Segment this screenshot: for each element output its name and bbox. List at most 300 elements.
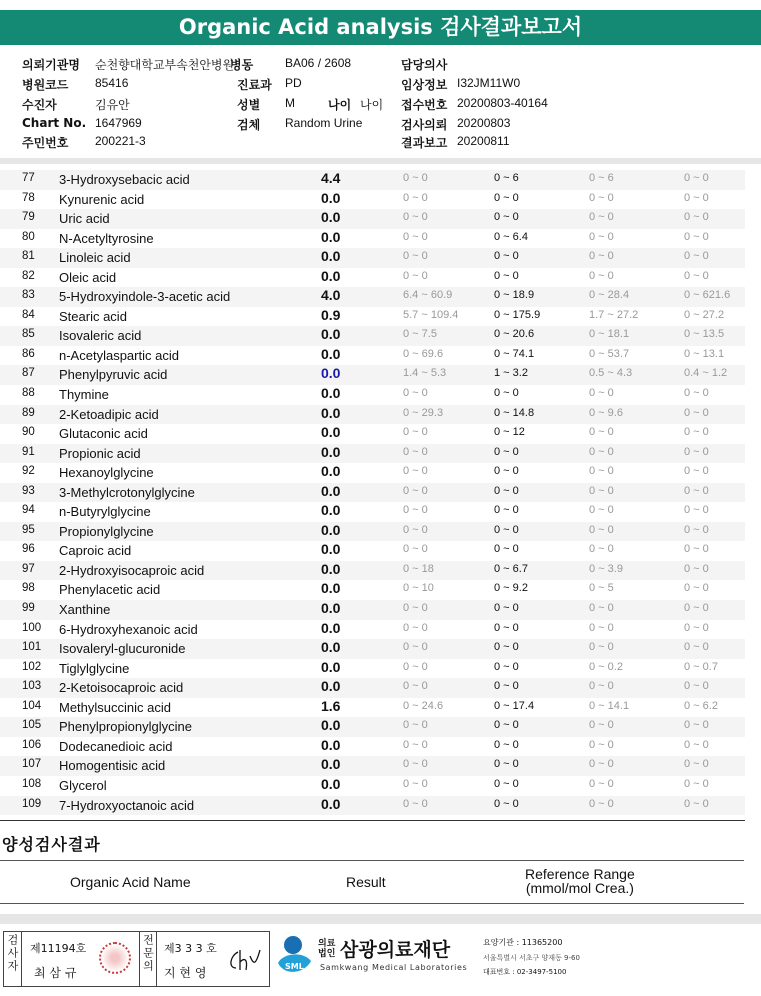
id-value: 200221-3 [95,134,146,148]
sex-label: 성별 [237,98,261,112]
phone: 대표번호 : 02-3497-5100 [483,968,567,976]
reference-range-2: 0 ~ 9.2 [494,582,528,595]
table-row [0,424,745,444]
reference-range-4: 0 ~ 0 [684,406,709,419]
reference-range-2: 0 ~ 6.7 [494,562,528,575]
reference-range-1: 0 ~ 0 [403,758,428,771]
reference-range-2: 0 ~ 0 [494,777,519,790]
reference-range-1: 0 ~ 0 [403,172,428,184]
reference-range-2: 0 ~ 6.4 [494,230,528,243]
examiner-label [4,932,22,986]
reference-range-2: 0 ~ 0 [494,660,519,673]
report-title: Organic Acid analysis 검사결과보고서 [0,10,761,45]
result-value: 0.0 [321,736,341,753]
result-value: 0.0 [321,775,341,792]
table-row [0,698,745,718]
ward-label: 병동 [230,58,254,72]
reference-range-3: 0 ~ 0 [589,504,614,517]
hospital-value: 순천향대학교부속천안병원 [95,58,235,72]
dept-label: 진료과 [237,78,272,92]
reference-range-2: 0 ~ 74.1 [494,347,535,360]
address: 서울특별시 서초구 양재동 9-60 [483,954,580,962]
reference-range-2: 0 ~ 18.9 [494,289,535,302]
organic-acid-name: Stearic acid [59,308,127,324]
table-row [0,190,745,210]
table-row [0,541,745,561]
result-value: 0.0 [321,404,341,421]
section-divider [0,158,761,164]
reference-range-3: 0 ~ 0 [589,602,614,615]
reference-range-2: 0 ~ 12 [494,426,525,439]
reference-range-2: 0 ~ 17.4 [494,699,535,712]
col-result: Result [346,874,386,890]
patient-info [22,54,742,152]
reference-range-3: 0 ~ 0 [589,250,614,263]
row-number: 87 [22,367,35,380]
reference-range-4: 0 ~ 0 [684,191,709,204]
reference-range-1: 0 ~ 0 [403,426,428,439]
result-value: 0.0 [321,482,341,499]
chart-label: Chart No. [22,116,87,130]
result-value: 0.0 [321,326,341,343]
table-row [0,776,745,796]
row-number: 81 [22,250,35,263]
table-row [0,170,745,190]
organic-acid-name: 2-Ketoadipic acid [59,406,159,422]
reference-range-3: 0 ~ 0 [589,543,614,556]
chart-value: 1647969 [95,116,142,130]
result-value: 0.0 [321,345,341,362]
result-value: 0.0 [321,463,341,480]
organic-acid-name: Oleic acid [59,269,117,285]
row-number: 98 [22,582,35,595]
row-number: 90 [22,426,35,439]
reference-range-4: 0 ~ 0 [684,426,709,439]
row-number: 104 [22,699,42,712]
table-row [0,678,745,698]
reference-range-2: 0 ~ 0 [494,465,519,478]
reference-range-1: 0 ~ 10 [403,582,434,595]
result-value: 0.0 [321,365,341,382]
specialist-label-text: 전문의 [141,934,155,973]
table-row [0,405,745,425]
row-number: 83 [22,289,35,302]
organic-acid-name: 7-Hydroxyoctanoic acid [59,797,195,813]
reference-range-1: 0 ~ 0 [403,504,428,517]
row-number: 96 [22,543,35,556]
positive-header-top-rule [0,860,744,861]
reference-range-3: 1.7 ~ 27.2 [589,308,639,321]
result-value: 0.0 [321,678,341,695]
result-value: 0.0 [321,385,341,402]
result-value: 1.6 [321,697,341,714]
table-row [0,346,745,366]
signature-box [3,931,270,987]
result-value: 0.0 [321,795,341,812]
reference-range-2: 0 ~ 20.6 [494,328,535,341]
reference-range-2: 0 ~ 6 [494,172,519,184]
reference-range-2: 0 ~ 0 [494,758,519,771]
reference-range-1: 0 ~ 0 [403,523,428,536]
table-row [0,209,745,229]
reference-range-4: 0 ~ 0.7 [684,660,718,673]
examiner-name: 최 삼 규 [34,966,77,980]
organic-acid-name: N-Acetyltyrosine [59,230,154,246]
table-row [0,580,745,600]
organic-acid-name: Glutaconic acid [59,426,148,442]
row-number: 93 [22,484,35,497]
specialist-label [139,932,157,986]
organic-acid-name: Thymine [59,387,109,403]
table-row [0,659,745,679]
result-value: 0.0 [321,502,341,519]
row-number: 107 [22,758,42,771]
organic-acid-name: 3-Methylcrotonylglycine [59,484,195,500]
reference-range-1: 0 ~ 0 [403,191,428,204]
table-row [0,639,745,659]
org-prefix-1: 의료 [318,939,336,949]
reference-range-1: 0 ~ 0 [403,738,428,751]
organic-acid-name: Dodecanedioic acid [59,738,173,754]
organic-acid-name: 5-Hydroxyindole-3-acetic acid [59,289,231,305]
result-value: 0.9 [321,306,341,323]
code-value: 85416 [95,76,129,90]
row-number: 92 [22,465,35,478]
result-value: 4.4 [321,170,341,186]
row-number: 100 [22,621,42,634]
table-row [0,600,745,620]
reference-range-3: 0 ~ 14.1 [589,699,630,712]
reference-range-2: 0 ~ 0 [494,504,519,517]
reference-range-3: 0 ~ 0 [589,465,614,478]
table-row [0,268,745,288]
reference-range-2: 0 ~ 0 [494,738,519,751]
reference-range-3: 0 ~ 0 [589,738,614,751]
reference-range-3: 0 ~ 0 [589,387,614,400]
reference-range-4: 0 ~ 0 [684,797,709,810]
specimen-label: 검체 [237,118,261,132]
reference-range-3: 0 ~ 0 [589,445,614,458]
id-label: 주민번호 [22,136,69,150]
organic-acid-name: 2-Ketoisocaproic acid [59,680,184,696]
reference-range-2: 0 ~ 0 [494,719,519,732]
reference-range-3: 0.5 ~ 4.3 [589,367,633,380]
reference-range-3: 0 ~ 0 [589,777,614,790]
organic-acid-name: Isovaleric acid [59,328,142,344]
reference-range-3: 0 ~ 0 [589,211,614,224]
ward-value: BA06 / 2608 [285,56,352,70]
results-table [0,170,745,815]
table-row [0,287,745,307]
request-label: 검사의뢰 [401,118,448,132]
reference-range-1: 0 ~ 0 [403,465,428,478]
table-row [0,502,745,522]
reference-range-3: 0 ~ 3.9 [589,562,623,575]
dept-value: PD [285,76,302,90]
reference-range-1: 0 ~ 0 [403,484,428,497]
result-value: 0.0 [321,189,341,206]
row-number: 99 [22,602,35,615]
sml-logo-icon [273,933,315,979]
positive-header-bottom-rule [0,903,744,904]
table-row [0,756,745,776]
row-number: 91 [22,445,35,458]
reference-range-1: 0 ~ 0 [403,230,428,243]
result-value: 4.0 [321,287,341,304]
result-value: 0.0 [321,209,341,226]
reference-range-3: 0 ~ 0 [589,191,614,204]
organic-acid-name: n-Acetylaspartic acid [59,347,179,363]
reference-range-4: 0 ~ 0 [684,602,709,615]
reference-range-4: 0 ~ 0 [684,250,709,263]
organic-acid-name: Linoleic acid [59,250,131,266]
reference-range-4: 0 ~ 13.5 [684,328,725,341]
reference-range-1: 0 ~ 69.6 [403,347,444,360]
reference-range-1: 0 ~ 0 [403,445,428,458]
reference-range-1: 5.7 ~ 109.4 [403,308,459,321]
reference-range-4: 0 ~ 0 [684,172,709,184]
reference-range-3: 0 ~ 0.2 [589,660,623,673]
organic-acid-name: Phenylacetic acid [59,582,161,598]
reference-range-2: 0 ~ 0 [494,269,519,282]
organic-acid-name: Glycerol [59,777,107,793]
organic-acid-name: Methylsuccinic acid [59,699,171,715]
organic-acid-name: Phenylpropionylglycine [59,719,192,735]
row-number: 78 [22,191,35,204]
reference-range-1: 0 ~ 0 [403,777,428,790]
reference-range-1: 0 ~ 29.3 [403,406,444,419]
reference-range-2: 0 ~ 175.9 [494,308,541,321]
reference-range-1: 0 ~ 24.6 [403,699,444,712]
clinical-value: I32JM11W0 [457,76,521,90]
reference-range-3: 0 ~ 0 [589,719,614,732]
reference-range-3: 0 ~ 5 [589,582,614,595]
organic-acid-name: Isovaleryl-glucuronide [59,641,186,657]
reference-range-1: 0 ~ 0 [403,269,428,282]
reference-range-3: 0 ~ 0 [589,680,614,693]
reference-range-1: 0 ~ 0 [403,250,428,263]
reference-range-4: 0 ~ 0 [684,582,709,595]
row-number: 102 [22,660,42,673]
result-value: 0.0 [321,619,341,636]
reference-range-3: 0 ~ 0 [589,484,614,497]
reference-range-4: 0 ~ 27.2 [684,308,725,321]
reference-range-4: 0 ~ 621.6 [684,289,731,302]
signature-image [226,946,262,974]
reference-range-3: 0 ~ 6 [589,172,614,184]
row-number: 97 [22,562,35,575]
result-value: 0.0 [321,443,341,460]
organic-acid-name: Xanthine [59,602,111,618]
reference-range-2: 0 ~ 0 [494,484,519,497]
reference-range-2: 1 ~ 3.2 [494,367,528,380]
table-row [0,522,745,542]
table-bottom-rule [0,820,745,821]
reference-range-2: 0 ~ 0 [494,641,519,654]
reference-range-1: 0 ~ 0 [403,387,428,400]
reference-range-2: 0 ~ 0 [494,191,519,204]
hospital-label: 의뢰기관명 [22,58,80,72]
reference-range-2: 0 ~ 0 [494,445,519,458]
organic-acid-name: Uric acid [59,211,110,227]
reference-range-4: 0 ~ 0 [684,269,709,282]
reference-range-3: 0 ~ 0 [589,269,614,282]
row-number: 89 [22,406,35,419]
reference-range-4: 0 ~ 0 [684,719,709,732]
result-value: 0.0 [321,580,341,597]
specimen-value: Random Urine [285,116,363,130]
receipt-value: 20200803-40164 [457,96,548,110]
reference-range-3: 0 ~ 18.1 [589,328,630,341]
row-number: 105 [22,719,42,732]
org-name: 삼광의료재단 [340,939,451,961]
reference-range-label: Reference Range [525,866,635,882]
reference-range-1: 0 ~ 7.5 [403,328,437,341]
org-english-name: Samkwang Medical Laboratories [320,963,468,972]
receipt-label: 접수번호 [401,98,448,112]
table-row [0,248,745,268]
age-value: 나이 [360,98,384,112]
result-value: 0.0 [321,228,341,245]
org-prefix [318,939,338,959]
request-value: 20200803 [457,116,511,130]
table-row [0,229,745,249]
reference-range-3: 0 ~ 0 [589,426,614,439]
row-number: 108 [22,777,42,790]
reference-range-3: 0 ~ 0 [589,523,614,536]
org-prefix-2: 법인 [318,949,336,959]
sex-value: M [285,96,295,110]
organic-acid-name: Phenylpyruvic acid [59,367,168,383]
specialist-license-no: 제3 3 3 호 [164,942,217,955]
organic-acid-name: Homogentisic acid [59,758,166,774]
reference-range-1: 0 ~ 0 [403,641,428,654]
row-number: 85 [22,328,35,341]
result-value: 0.0 [321,541,341,558]
organic-acid-name: 3-Hydroxysebacic acid [59,172,190,187]
table-row [0,385,745,405]
row-number: 84 [22,308,35,321]
reference-range-1: 6.4 ~ 60.9 [403,289,453,302]
reference-range-4: 0 ~ 0 [684,445,709,458]
reference-range-4: 0 ~ 0 [684,758,709,771]
organic-acid-name: Hexanoylglycine [59,465,154,481]
reference-range-1: 0 ~ 0 [403,680,428,693]
examiner-label-text: 검사자 [6,934,19,973]
row-number: 95 [22,523,35,536]
organic-acid-name: Propionic acid [59,445,141,461]
row-number: 86 [22,347,35,360]
reference-range-2: 0 ~ 14.8 [494,406,535,419]
table-row [0,483,745,503]
footer-divider [0,914,761,924]
organic-acid-name: Tiglylglycine [59,660,130,676]
col-reference-range [525,867,635,895]
report-label: 결과보고 [401,136,448,150]
patient-label: 수진자 [22,98,57,112]
reference-range-1: 0 ~ 0 [403,602,428,615]
specialist-name: 지 현 영 [164,966,207,980]
result-value: 0.0 [321,600,341,617]
reference-range-1: 0 ~ 0 [403,621,428,634]
reference-range-1: 0 ~ 0 [403,660,428,673]
code-label: 병원코드 [22,78,69,92]
reference-range-4: 0 ~ 0 [684,484,709,497]
result-value: 0.0 [321,756,341,773]
reference-range-4: 0 ~ 6.2 [684,699,718,712]
reference-range-2: 0 ~ 0 [494,621,519,634]
table-row [0,737,745,757]
report-value: 20200811 [457,134,510,148]
result-value: 0.0 [321,639,341,656]
doctor-label: 담당의사 [401,58,448,72]
reference-range-3: 0 ~ 0 [589,641,614,654]
reference-range-2: 0 ~ 0 [494,543,519,556]
table-row [0,463,745,483]
table-row [0,326,745,346]
table-row [0,307,745,327]
reference-range-4: 0.4 ~ 1.2 [684,367,728,380]
reference-range-4: 0 ~ 0 [684,465,709,478]
reference-range-2: 0 ~ 0 [494,250,519,263]
reference-range-4: 0 ~ 0 [684,777,709,790]
row-number: 79 [22,211,35,224]
row-number: 103 [22,680,42,693]
reference-range-3: 0 ~ 0 [589,230,614,243]
reference-range-4: 0 ~ 0 [684,523,709,536]
reference-range-3: 0 ~ 0 [589,758,614,771]
official-seal [99,942,131,974]
reference-range-2: 0 ~ 0 [494,523,519,536]
reference-range-4: 0 ~ 0 [684,621,709,634]
reference-range-2: 0 ~ 0 [494,680,519,693]
reference-range-2: 0 ~ 0 [494,797,519,810]
reference-range-1: 0 ~ 0 [403,211,428,224]
logo-text: SML [285,962,304,971]
reference-range-4: 0 ~ 0 [684,211,709,224]
table-row [0,796,745,816]
reference-range-1: 0 ~ 18 [403,562,434,575]
reference-range-1: 0 ~ 0 [403,797,428,810]
reference-range-4: 0 ~ 13.1 [684,347,725,360]
reference-range-4: 0 ~ 0 [684,504,709,517]
organic-acid-name: 2-Hydroxyisocaproic acid [59,562,205,578]
table-row [0,561,745,581]
row-number: 82 [22,269,35,282]
row-number: 88 [22,387,35,400]
clinical-label: 임상정보 [401,78,448,92]
reference-range-1: 1.4 ~ 5.3 [403,367,447,380]
table-row [0,365,745,385]
result-value: 0.0 [321,560,341,577]
table-row [0,444,745,464]
organic-acid-name: 6-Hydroxyhexanoic acid [59,621,198,637]
result-value: 0.0 [321,267,341,284]
row-number: 106 [22,738,42,751]
footer [0,929,761,996]
reference-range-4: 0 ~ 0 [684,387,709,400]
reference-range-2: 0 ~ 0 [494,211,519,224]
organic-acid-name: Propionylglycine [59,523,154,539]
positive-results-title: 양성검사결과 [2,835,101,854]
reference-range-4: 0 ~ 0 [684,543,709,556]
reference-range-4: 0 ~ 0 [684,562,709,575]
reference-range-3: 0 ~ 0 [589,797,614,810]
reference-range-1: 0 ~ 0 [403,719,428,732]
reference-range-3: 0 ~ 53.7 [589,347,630,360]
organic-acid-name: Kynurenic acid [59,191,145,207]
result-value: 0.0 [321,521,341,538]
